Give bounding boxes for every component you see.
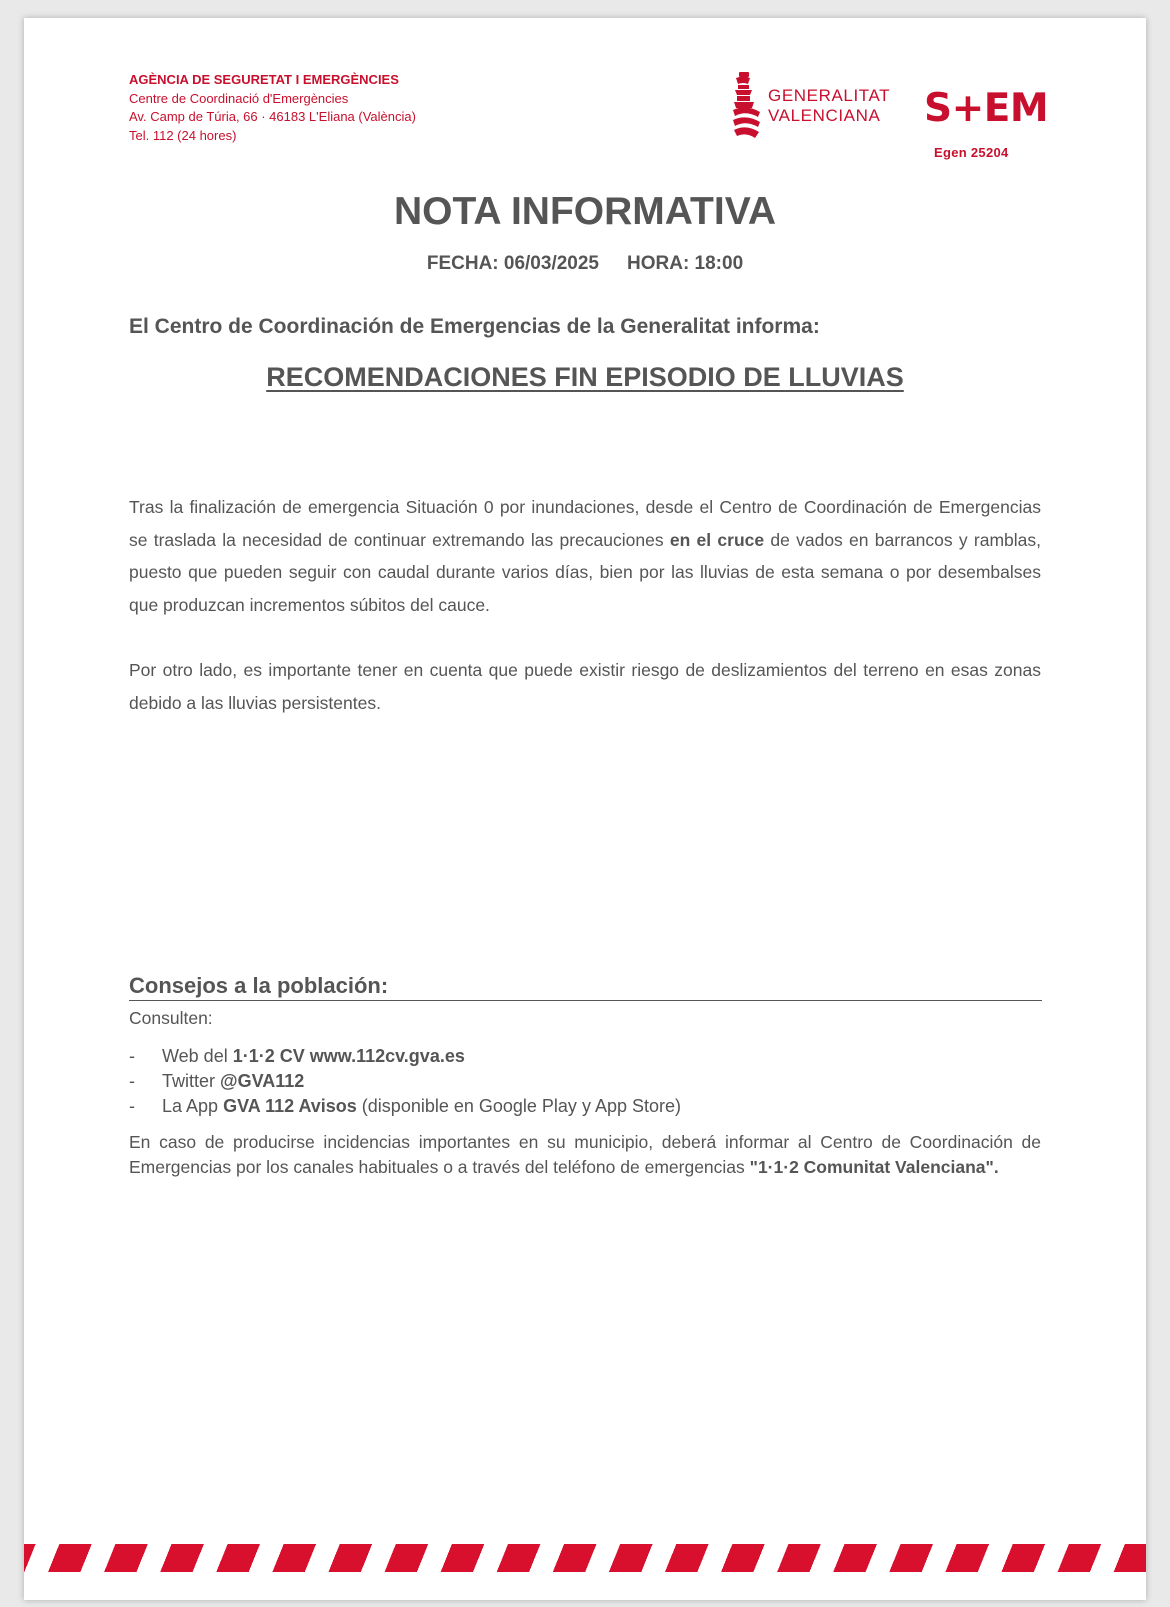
- center-name: Centre de Coordinació d'Emergències: [129, 90, 349, 106]
- web-link-text: 1·1·2 CV www.112cv.gva.es: [232, 1046, 465, 1066]
- sem-logo: S+EM: [924, 86, 1049, 131]
- list-item: [129, 1094, 1041, 1119]
- emergency-number-text: "1·1·2 Comunitat Valenciana".: [749, 1157, 999, 1177]
- final-paragraph: [129, 1130, 1041, 1180]
- paragraph-1-text: Tras la finalización de emergencia Situación 0 por inundaciones, desde el Centro de Coordinación de Emergencias se traslada la necesidad de continuar extremando las precauciones: [129, 497, 1041, 550]
- paragraph-1: [129, 491, 1041, 621]
- consulten-label: Consulten:: [129, 1008, 213, 1028]
- generalitat-crest-icon: [730, 72, 764, 142]
- consejos-heading: Consejos a la población:: [129, 973, 1042, 1001]
- list-item-suffix: (disponible en Google Play y App Store): [356, 1096, 681, 1116]
- agency-name: AGÈNCIA DE SEGURETAT I EMERGÈNCIES: [129, 72, 399, 87]
- footer-stripe: [24, 1544, 1146, 1572]
- list-item: [129, 1044, 1041, 1069]
- paragraph-1-text-end: de vados en barrancos y ramblas, puesto que pueden seguir con caudal durante varios días, bien por las lluvias de esta semana o por desembalses que produzcan incrementos súbitos del cauce.: [129, 529, 1041, 615]
- date-label: FECHA: 06/03/2025: [426, 253, 599, 274]
- agency-phone: Tel. 112 (24 hores): [129, 127, 237, 143]
- list-dash: -: [129, 1096, 135, 1116]
- time-label: HORA: 18:00: [627, 253, 744, 274]
- list-item-text: Twitter: [162, 1071, 221, 1091]
- twitter-handle: @GVA112: [220, 1071, 305, 1091]
- list-item-text: La App: [162, 1096, 224, 1116]
- agency-address-block: [129, 71, 416, 145]
- generalitat-valenciana-logo: [730, 72, 900, 142]
- generalitat-logo-text: [768, 86, 890, 126]
- agency-address: Av. Camp de Túria, 66 · 46183 L'Eliana (València): [129, 109, 416, 124]
- inform-line: El Centro de Coordinación de Emergencias de la Generalitat informa:: [129, 315, 820, 338]
- consejos-list: [129, 1044, 1041, 1119]
- subject-heading: RECOMENDACIONES FIN EPISODIO DE LLUVIAS: [266, 362, 904, 392]
- list-item: [129, 1069, 1041, 1094]
- paragraph-2: Por otro lado, es importante tener en cuenta que puede existir riesgo de deslizamientos del terreno en esas zonas debido a las lluvias persistentes.: [129, 660, 1041, 713]
- logo-line-2: VALENCIANA: [768, 106, 881, 125]
- date-time-line: [24, 253, 1146, 275]
- document-page: [24, 18, 1146, 1600]
- logo-line-1: GENERALITAT: [768, 86, 891, 105]
- final-paragraph-text: En caso de producirse incidencias importantes en su municipio, deberá informar al Centro de Coordinación de Emergencias por los canales habituales o a través del teléfono de emergencias: [129, 1132, 1041, 1177]
- app-name: GVA 112 Avisos: [223, 1096, 357, 1116]
- list-item-text: Web del: [162, 1046, 233, 1066]
- egen-code: Egen 25204: [934, 145, 1009, 160]
- list-dash: -: [129, 1046, 135, 1066]
- paragraph-1-bold: en el cruce: [669, 529, 765, 550]
- page-title: NOTA INFORMATIVA: [393, 190, 776, 233]
- list-dash: -: [129, 1071, 135, 1091]
